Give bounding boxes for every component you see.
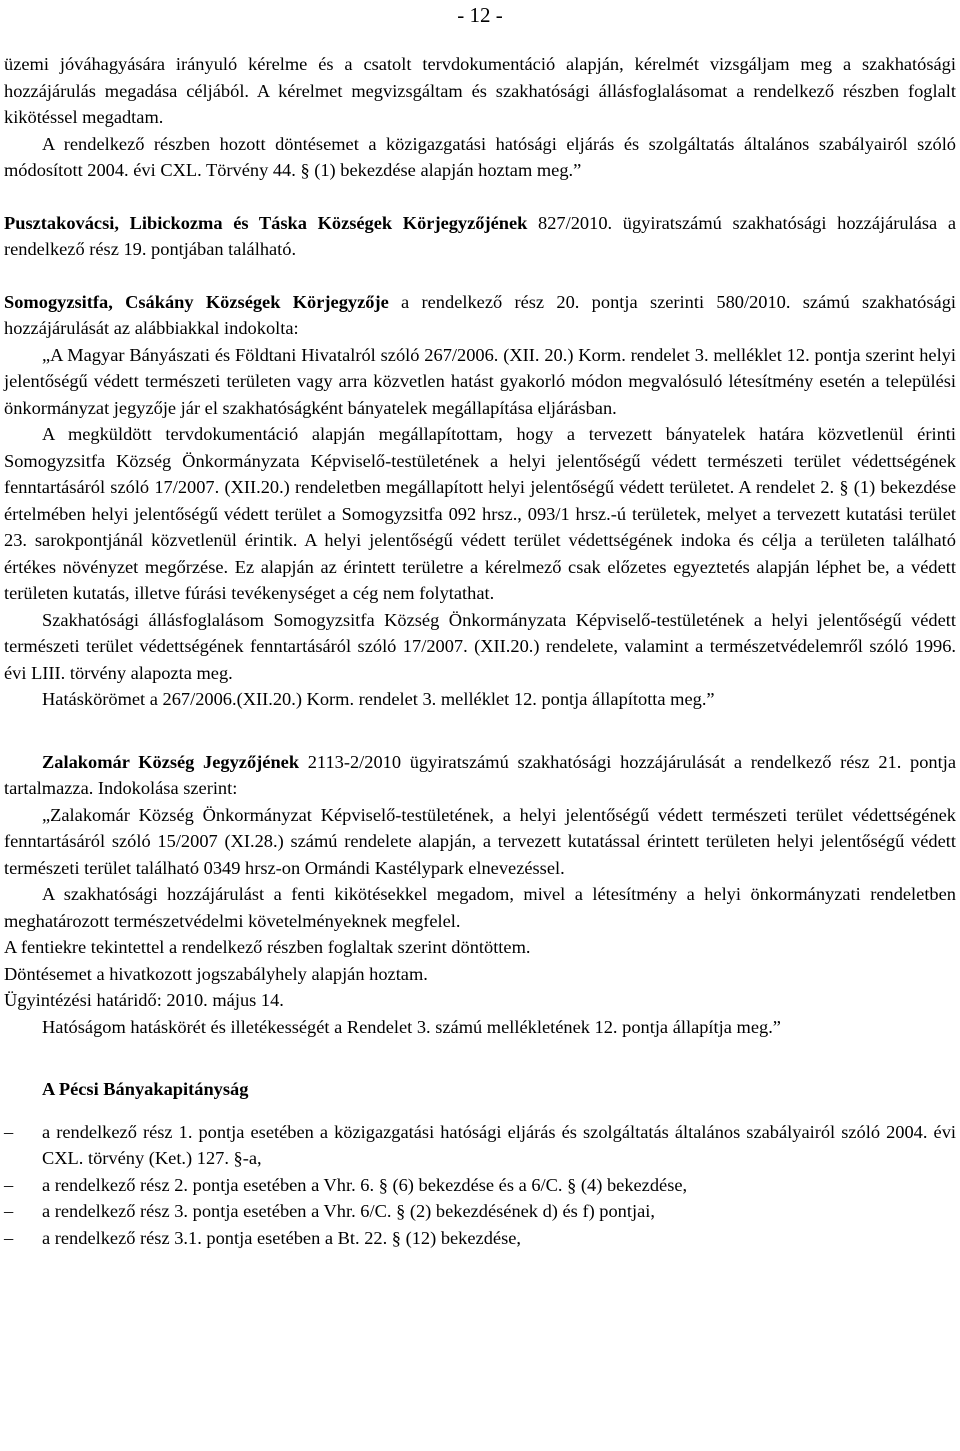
list-item (4, 1119, 956, 1172)
dash-bullet: – (4, 1227, 14, 1248)
paragraph-quote-2: A megküldött tervdokumentáció alapján megállapítottam, hogy a tervezett bányatelek határa közvetlenül érinti Somogyzsitfa Község Önkormányzata Képviselő-testületének a helyi jelentőségű védett természeti terület védettségének fenntartásáról szóló 17/2007. (XII.20.) rendeletben megállapított helyi jelentőségű védett területet. A rendelet 2. § (1) bekezdése értelmében helyi jelentőségű védett terület a Somogyzsitfa 092 hrsz., 093/1 hrsz.-ú területek, melyet a tervezett kutatási terület 23. sarokpontjánál közvetlenül érintik. A helyi jelentőségű védett terület védettségének indoka és célja a területen található értékes növényzet megőrzése. Ez alapján az érintett területre a kérelmező csak előzetes egyeztetés alapján léphet be, a védett területen kutatás, illetve fúrási tevékenységet a cég nem folytathat. (4, 424, 956, 603)
paragraph-13: Döntésemet a hivatkozott jogszabályhely alapján hoztam. (4, 963, 428, 984)
paragraph-text: a rendelkező rész 20. pontja szerinti 580/2010. számú szakhatósági hozzájárulását az alábbiakkal indokolta: (4, 291, 956, 338)
list-item-text: a rendelkező rész 3.1. pontja esetében a Bt. 22. § (12) bekezdése, (42, 1227, 521, 1248)
list-item (4, 1225, 956, 1252)
paragraph-1: üzemi jóváhagyására irányuló kérelme és a csatolt tervdokumentáció alapján, kérelmét vizsgáljam meg a szakhatósági hozzájárulás megadása céljából. A kérelmet megvizsgáltam és szakhatósági állásfoglalásomat a rendelkező részben foglalt kikötéssel megadtam. (4, 54, 956, 127)
list-item (4, 1198, 956, 1225)
paragraph-quote-5: „Zalakomár Község Önkormányzat Képviselő-testületének, a helyi jelentőségű védett természeti terület védettségének fenntartásáról szóló 15/2007 (XI.28.) számú rendelete alapján, a tervezett kutatással érintett területen helyi jelentőségű védett természeti terület található 0349 hrsz-on Ormándi Kastélypark elnevezéssel. (4, 804, 956, 878)
authority-name: Pusztakovácsi, Libickozma és Táska Községek Körjegyzőjének (4, 212, 528, 233)
paragraph-pusztakovacsi (4, 210, 956, 263)
list-item-text: a rendelkező rész 1. pontja esetében a közigazgatási hatósági eljárás és szolgáltatás általános szabályairól szóló 2004. évi CXL. törvény (Ket.) 127. §-a, (42, 1121, 956, 1168)
list-item-text: a rendelkező rész 3. pontja esetében a Vhr. 6/C. § (2) bekezdésének d) és f) pontjai, (42, 1201, 655, 1221)
dash-bullet: – (4, 1201, 14, 1221)
paragraph-text: 827/2010. ügyiratszámú szakhatósági hozzájárulása a rendelkező rész 19. pontjában található. (4, 212, 956, 259)
paragraph-zalakomar (4, 749, 956, 802)
dash-bullet: – (4, 1174, 14, 1195)
legal-basis-list (4, 1119, 956, 1252)
section-heading: A Pécsi Bányakapitányság (42, 1079, 249, 1099)
list-item-text: a rendelkező rész 2. pontja esetében a Vhr. 6. § (6) bekezdése és a 6/C. § (4) bekezdése, (42, 1174, 688, 1195)
document-body (4, 51, 956, 1251)
paragraph-text: 2113-2/2010 ügyiratszámú szakhatósági hozzájárulását a rendelkező rész 21. pontja tartalmazza. Indokolása szerint: (4, 751, 956, 798)
paragraph-quote-3: Szakhatósági állásfoglalásom Somogyzsitfa Község Önkormányzata Képviselő-testületének a helyi jelentőségű védett természeti terület védettségének fenntartásáról szóló 17/2007. (XII.20.) rendelete, valamint a természetvédelemről szóló 1996. évi LIII. törvény alapozta meg. (4, 609, 956, 683)
paragraph-quote-6: A szakhatósági hozzájárulást a fenti kikötésekkel megadom, mivel a létesítmény a helyi önkormányzati rendeletben meghatározott természetvédelmi követelményeknek megfelel. (4, 884, 956, 931)
dash-bullet: – (4, 1121, 14, 1142)
paragraph-12: A fentiekre tekintettel a rendelkező részben foglaltak szerint döntöttem. (4, 937, 531, 957)
paragraph-somogyzsitfa (4, 289, 956, 342)
paragraph-15: Hatóságom hatáskörét és illetékességét a Rendelet 3. számú mellékletének 12. pontja állapítja meg.” (42, 1016, 781, 1037)
paragraph-14: Ügyintézési határidő: 2010. május 14. (4, 990, 284, 1010)
authority-name: Somogyzsitfa, Csákány Községek Körjegyzője (4, 291, 389, 312)
page-number: - 12 - (457, 3, 503, 27)
paragraph-quote-1: „A Magyar Bányászati és Földtani Hivatalról szóló 267/2006. (XII. 20.) Korm. rendelet 3. melléklet 12. pontja szerint helyi jelentőségű védett természeti területen vagy arra közvetlen hatást gyakorló módon megvalósuló létesítmény esetén a települési önkormányzat jegyzője jár el szakhatóságként bányatelek megállapítása eljárásban. (4, 344, 956, 418)
list-item (4, 1172, 956, 1199)
paragraph-2: A rendelkező részben hozott döntésemet a közigazgatási hatósági eljárás és szolgáltatás általános szabályairól szóló módosított 2004. évi CXL. Törvény 44. § (1) bekezdése alapján hoztam meg.” (4, 133, 956, 180)
authority-name: Zalakomár Község Jegyzőjének (42, 751, 300, 772)
paragraph-quote-4: Hatáskörömet a 267/2006.(XII.20.) Korm. rendelet 3. melléklet 12. pontja állapította meg.” (42, 689, 715, 709)
